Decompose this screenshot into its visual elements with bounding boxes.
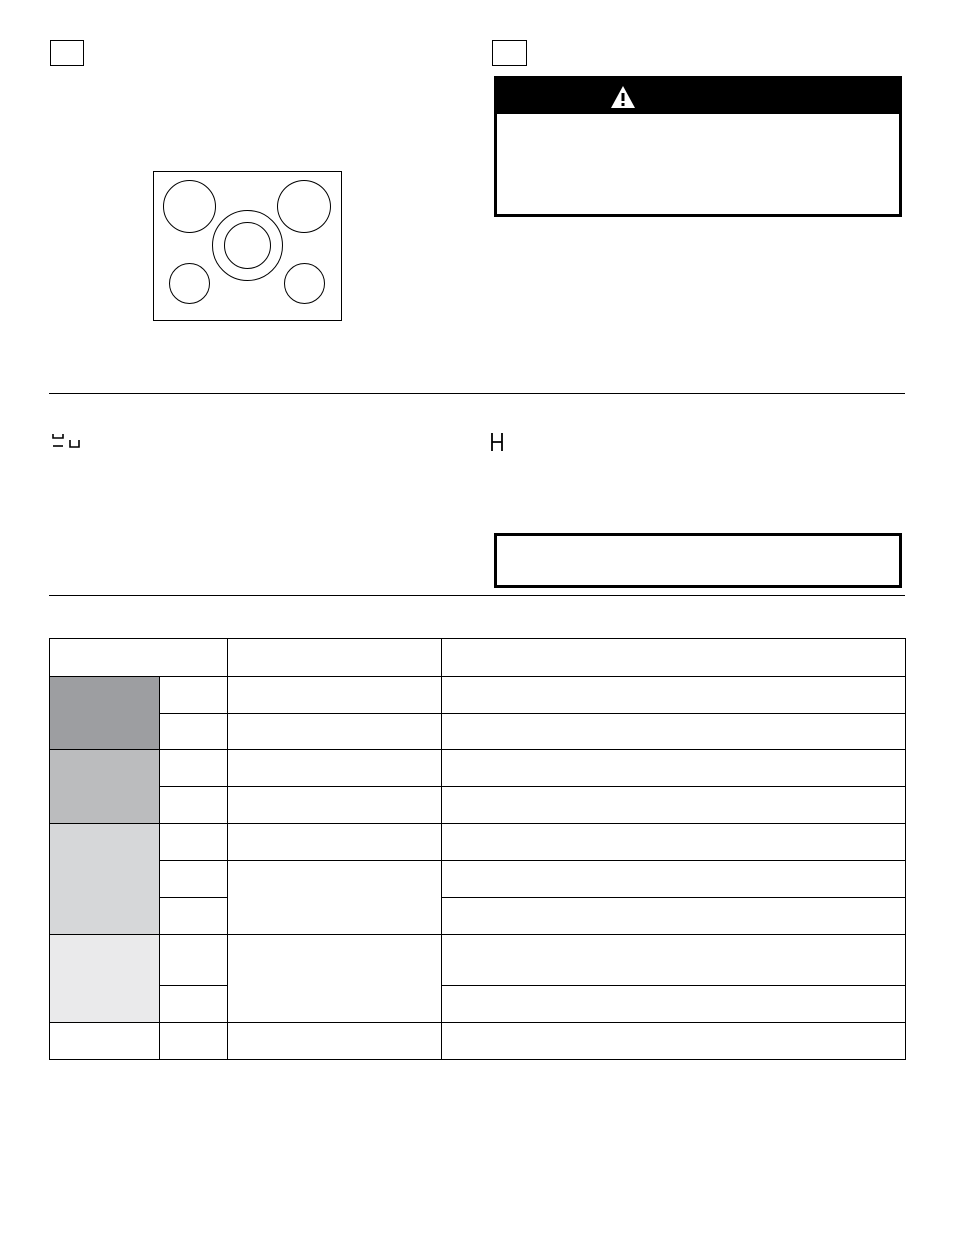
table-row [50, 750, 906, 787]
table-row [50, 714, 906, 750]
settings-guide-table [49, 638, 906, 1060]
table-cell [442, 861, 906, 898]
warning-triangle-icon [610, 85, 636, 109]
left-front-burner [169, 263, 210, 304]
table-cell [442, 677, 906, 714]
left-step-box [50, 40, 84, 66]
table-cell [160, 677, 228, 714]
header-setting [50, 639, 228, 677]
table-cell [160, 898, 228, 935]
group-cell-low [50, 935, 160, 1023]
table-cell [160, 787, 228, 824]
table-cell [442, 986, 906, 1023]
table-cell [442, 787, 906, 824]
warning-header [497, 79, 899, 114]
table-row [50, 861, 906, 898]
table-cell [442, 714, 906, 750]
table-cell [228, 750, 442, 787]
table-row [50, 787, 906, 824]
cooktop-diagram [153, 171, 342, 321]
group-cell-off [50, 1023, 160, 1060]
table-cell [442, 898, 906, 935]
table-cell [228, 1023, 442, 1060]
left-rear-burner [163, 180, 216, 233]
section-divider-bottom [49, 595, 905, 596]
table-cell [228, 861, 442, 935]
table-cell [228, 824, 442, 861]
table-row [50, 677, 906, 714]
table-cell [160, 750, 228, 787]
table-row [50, 824, 906, 861]
display-lo-icon [52, 433, 82, 450]
note-box [494, 533, 902, 588]
table-cell [160, 986, 228, 1023]
table-row [50, 898, 906, 935]
warning-box [494, 76, 902, 217]
group-cell-high [50, 677, 160, 750]
right-rear-burner [277, 180, 331, 233]
display-hot-icon [490, 432, 504, 452]
section-divider-top [49, 393, 905, 394]
table-cell [442, 824, 906, 861]
table-row [50, 986, 906, 1023]
table-row [50, 1023, 906, 1060]
table-cell [442, 750, 906, 787]
center-burner-inner [224, 222, 271, 269]
table-cell [160, 714, 228, 750]
table-row [50, 935, 906, 986]
table-cell [228, 935, 442, 1023]
table-cell [160, 824, 228, 861]
table-cell [228, 787, 442, 824]
table-cell [160, 1023, 228, 1060]
header-type [228, 639, 442, 677]
table-cell [160, 935, 228, 986]
table-cell [442, 1023, 906, 1060]
right-step-box [492, 40, 527, 66]
table-cell [442, 935, 906, 986]
header-use [442, 639, 906, 677]
table-cell [228, 677, 442, 714]
table-cell [160, 861, 228, 898]
group-cell-medium-high [50, 750, 160, 824]
table-cell [228, 714, 442, 750]
right-front-burner [284, 263, 325, 304]
group-cell-medium [50, 824, 160, 935]
table-header-row [50, 639, 906, 677]
